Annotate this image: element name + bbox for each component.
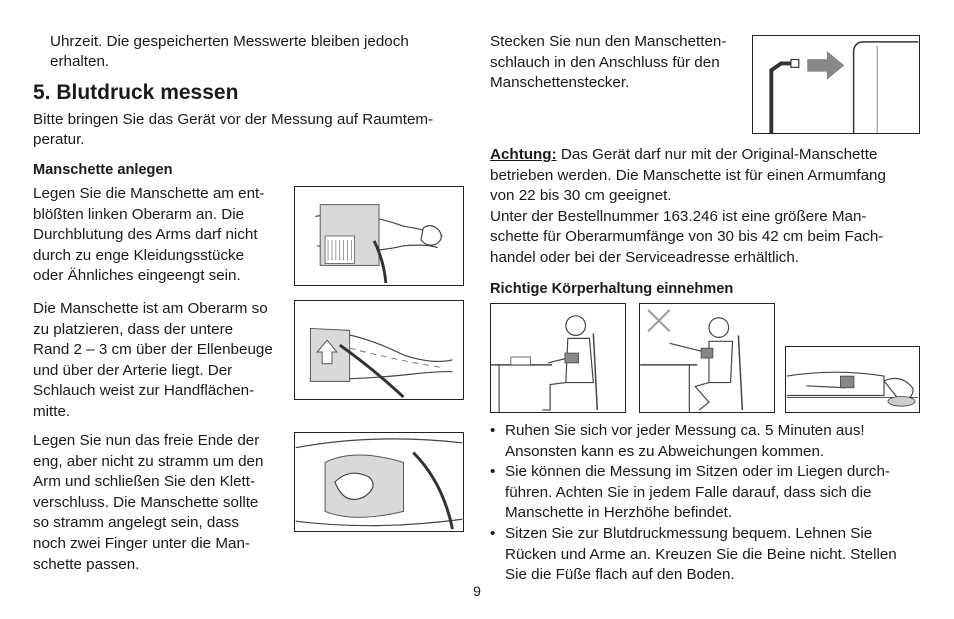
text-line: Legen Sie nun das freie Ende der: [33, 432, 260, 449]
text-line: Schlauch weist zur Handflächen-: [33, 382, 255, 400]
list-item: [490, 462, 930, 524]
text-line: schlauch in den Anschluss für den: [490, 53, 720, 71]
text-line: blößten linken Oberarm an. Die: [33, 205, 245, 223]
text-line: Stecken Sie nun den Manschetten-: [490, 33, 727, 50]
intro-text-line-1: Uhrzeit. Die gespeicherten Messwerte bleiben jedoch: [50, 33, 409, 50]
figure-cuff-fastening: [294, 432, 464, 532]
text-line: Durchblutung des Arms darf nicht: [33, 226, 258, 244]
posture-bullet-list: [490, 421, 930, 586]
text-line: • Ruhen Sie sich vor jeder Messung ca. 5 Minuten aus!: [505, 422, 865, 439]
text-line: zu platzieren, dass der untere: [33, 320, 234, 338]
cuff-placement-illustration: [295, 301, 463, 399]
page-number: 9: [473, 583, 481, 599]
arm-cuff-illustration: [295, 187, 463, 285]
intro-text-line-2: erhalten.: [50, 53, 110, 70]
seated-correct-illustration: [491, 304, 625, 412]
seated-wrong-illustration: [640, 304, 774, 412]
text-line: Rand 2 – 3 cm über der Ellenbeuge: [33, 341, 273, 359]
lying-illustration: [786, 347, 919, 412]
text-line: noch zwei Finger unter die Man-: [33, 534, 250, 552]
sub-heading-cuff: Manschette anlegen: [33, 162, 173, 178]
text-line: • Sitzen Sie zur Blutdruckmessung bequem. Lehnen Sie: [505, 524, 873, 542]
text-line: durch zu enge Kleidungsstücke: [33, 246, 245, 264]
paragraph-cuff-2: [33, 299, 273, 423]
text-line: Sie die Füße flach auf den Boden.: [505, 566, 735, 584]
list-item: [490, 524, 930, 586]
figure-posture-wrong: [639, 303, 775, 413]
caution-first-line: [490, 145, 886, 166]
text-line: • Sie können die Messung im Sitzen oder im Liegen durch-: [505, 463, 890, 481]
connector-illustration: [753, 36, 919, 133]
text-line: und über der Arterie liegt. Der: [33, 361, 233, 379]
text-line: Manschette in Herzhöhe befindet.: [505, 504, 733, 522]
paragraph-plug-in: [490, 32, 726, 94]
text-line: Legen Sie die Manschette am ent-: [33, 185, 265, 202]
figure-posture-correct: [490, 303, 626, 413]
text-line: betrieben werden. Die Manschette ist für einen Armumfang: [490, 166, 886, 184]
paragraph-cuff-3: [33, 431, 263, 575]
text-line: mitte.: [33, 402, 71, 420]
text-line: schette für Oberarmumfänge von 30 bis 42 cm beim Fach-: [490, 228, 884, 246]
text-line: führen. Achten Sie in jedem Falle darauf, dass sich die: [505, 483, 872, 501]
text-line: Rücken und Arme an. Kreuzen Sie die Beine nicht. Stellen: [505, 545, 897, 563]
text-line: schette passen.: [33, 555, 140, 573]
paragraph-cuff-1: [33, 184, 264, 287]
text-line: von 22 bis 30 cm geeignet.: [490, 187, 672, 205]
section-intro-line-1: Bitte bringen Sie das Gerät vor der Messung auf Raumtem-: [33, 111, 434, 128]
figure-posture-lying: [785, 346, 920, 413]
text-line: handel oder bei der Serviceadresse erhältlich.: [490, 248, 799, 266]
text-line: oder Ähnliches eingeengt sein.: [33, 267, 241, 285]
text-line: Unter der Bestellnummer 163.246 ist eine größere Man-: [490, 207, 867, 225]
cuff-fastening-illustration: [295, 433, 463, 531]
figure-cuff-on-arm: [294, 186, 464, 286]
text-line: Arm und schließen Sie den Klett-: [33, 473, 256, 491]
caution-text: Das Gerät darf nur mit der Original-Manschette: [556, 146, 878, 163]
text-line: Manschettenstecker.: [490, 74, 630, 92]
section-intro-line-2: peratur.: [33, 131, 85, 148]
figure-cuff-placement: [294, 300, 464, 400]
list-item: [490, 421, 930, 462]
text-line: verschluss. Die Manschette sollte: [33, 493, 259, 511]
text-line: Die Manschette ist am Oberarm so: [33, 300, 268, 317]
text-line: Ansonsten kann es zu Abweichungen kommen.: [505, 442, 825, 460]
caution-label: Achtung:: [490, 146, 557, 163]
figure-connector: [752, 35, 920, 134]
section-title: 5. Blutdruck messen: [33, 81, 239, 104]
paragraph-caution: [490, 145, 886, 269]
text-line: so stramm angelegt sein, dass: [33, 514, 239, 532]
sub-heading-posture: Richtige Körperhaltung einnehmen: [490, 281, 734, 297]
text-line: eng, aber nicht zu stramm um den: [33, 452, 264, 470]
